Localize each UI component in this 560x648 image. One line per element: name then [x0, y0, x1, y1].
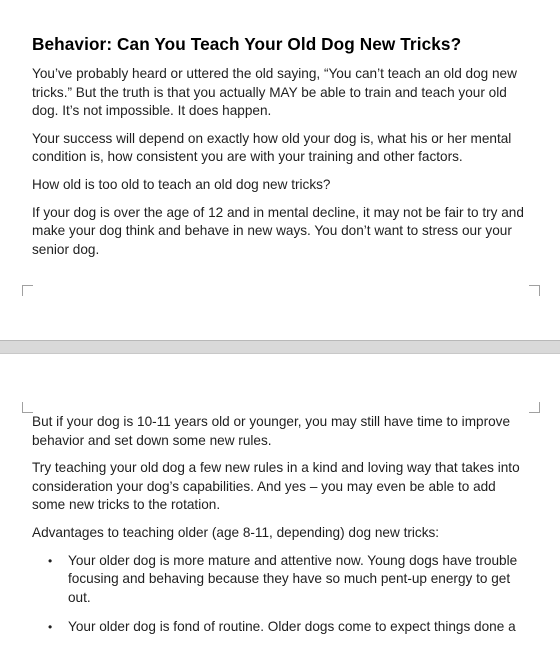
list-item-text: Your older dog is fond of routine. Older dogs come to expect things done a — [68, 619, 516, 635]
advantages-list — [32, 552, 532, 637]
page-1-text-body — [32, 34, 532, 268]
paragraph: You’ve probably heard or uttered the old saying, “You can’t teach an old dog new tricks.” But the truth is that you actually MAY be able to train and teach your old dog. It’s not impossible. It does happen. — [32, 66, 517, 119]
top-left-margin-mark — [22, 402, 33, 413]
bullet-icon: • — [48, 553, 53, 568]
paragraph: But if your dog is 10-11 years old or younger, you may still have time to improve behavior and set down some new rules. — [32, 414, 511, 448]
paragraph: Your success will depend on exactly how old your dog is, what his or her mental condition is, how consistent you are with your training and other factors. — [32, 130, 512, 165]
paragraph: How old is too old to teach an old dog new tricks? — [32, 176, 331, 192]
page-2-text-body — [32, 413, 532, 648]
article-heading: Behavior: Can You Teach Your Old Dog New Tricks? — [32, 34, 462, 54]
paragraph: Advantages to teaching older (age 8-11, depending) dog new tricks: — [32, 524, 440, 540]
bottom-left-margin-mark — [22, 285, 33, 296]
paragraph: If your dog is over the age of 12 and in mental decline, it may not be fair to try and make your dog think and behave in new ways. You don’t want to stress our your senior dog. — [32, 204, 524, 257]
list-item-text: Your older dog is more mature and attentive now. Young dogs have trouble focusing and behaving because they have so much pent-up energy to get out. — [68, 552, 518, 605]
bottom-right-margin-mark — [529, 285, 540, 296]
list-item — [32, 618, 532, 637]
top-right-margin-mark — [529, 402, 540, 413]
document-page-2 — [0, 354, 560, 645]
page-break-gap — [0, 340, 560, 354]
list-item — [32, 552, 532, 608]
bullet-icon: • — [48, 620, 53, 635]
paragraph: Try teaching your old dog a few new rules in a kind and loving way that takes into consideration your dog’s capabilities. And yes – you may even be able to add some new tricks to the rotation. — [32, 460, 520, 513]
